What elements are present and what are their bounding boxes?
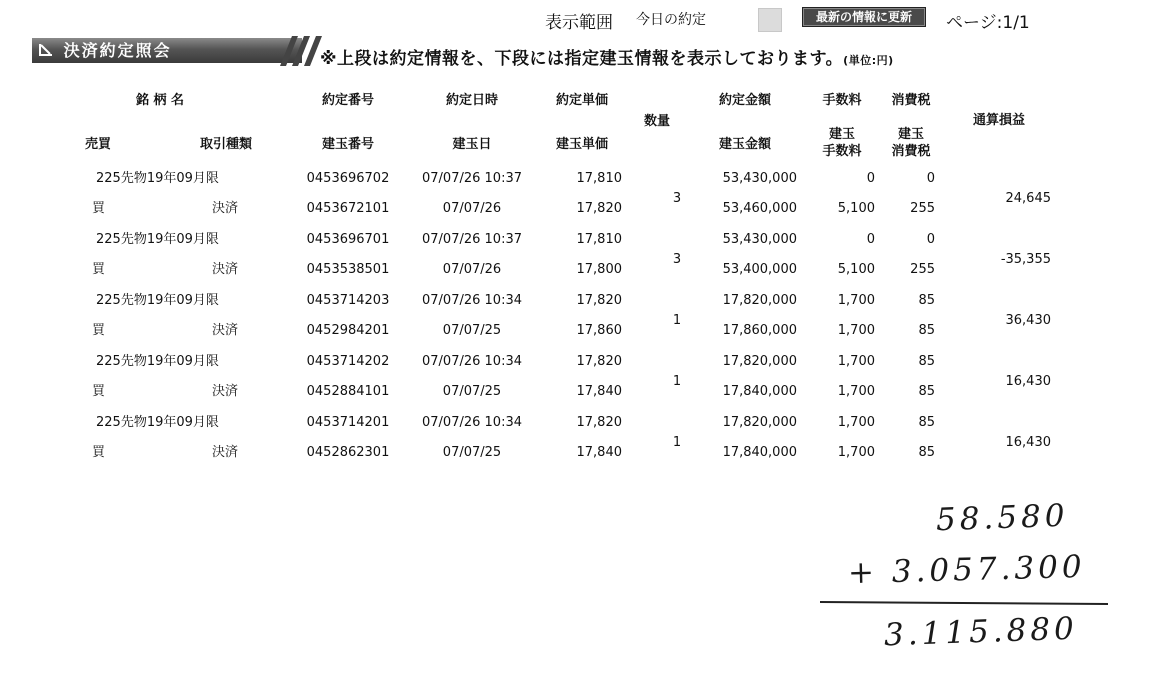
arrow-down-right-icon — [38, 39, 54, 64]
cell-position-no: 0452884101 — [306, 384, 390, 399]
cell-position-date: 07/07/25 — [442, 323, 502, 338]
cell-fee: 1,700 — [837, 293, 875, 308]
cell-position-no: 0452862301 — [306, 445, 390, 460]
display-range-label: 表示範囲 — [545, 13, 613, 33]
cell-trade-side: 買 — [92, 384, 106, 399]
notice-text — [320, 44, 894, 69]
cell-position-fee: 5,100 — [837, 201, 875, 216]
cell-contract-no: 0453714201 — [306, 415, 390, 430]
cell-trade-type: 決済 — [212, 201, 239, 216]
cell-contract-price: 17,810 — [576, 171, 622, 186]
cell-trade-type: 決済 — [212, 445, 239, 460]
cell-contract-price: 17,810 — [576, 232, 622, 247]
cell-contract-datetime: 07/07/26 10:37 — [422, 171, 522, 186]
cell-trade-side: 買 — [92, 262, 106, 277]
col-trade-type: 取引種類 — [199, 137, 253, 152]
cell-position-tax: 85 — [918, 384, 935, 399]
cell-trade-type: 決済 — [212, 384, 239, 399]
cell-position-date: 07/07/26 — [442, 262, 502, 277]
cell-trade-side: 買 — [92, 323, 106, 338]
cell-position-no: 0453538501 — [306, 262, 390, 277]
cell-position-amount: 53,460,000 — [722, 201, 797, 216]
cell-quantity: 1 — [672, 435, 682, 450]
cell-position-no: 0452984201 — [306, 323, 390, 338]
handwritten-line2: + 3.057.300 — [847, 548, 1087, 592]
cell-tax: 0 — [926, 171, 935, 186]
col-contract-amount: 約定金額 — [718, 93, 772, 108]
cell-position-date: 07/07/26 — [442, 201, 502, 216]
col-position-tax-line2: 消費税 — [891, 144, 931, 159]
cell-position-price: 17,840 — [576, 445, 622, 460]
cell-position-tax: 85 — [918, 445, 935, 460]
cell-contract-no: 0453696702 — [306, 171, 390, 186]
cell-trade-side: 買 — [92, 201, 106, 216]
cell-trade-type: 決済 — [212, 323, 239, 338]
cell-position-price: 17,840 — [576, 384, 622, 399]
title-stripes-decoration — [268, 36, 328, 66]
col-fee: 手数料 — [822, 93, 862, 108]
cell-fee: 0 — [866, 232, 875, 247]
cell-issue-name: 225先物19年09月限 — [96, 232, 219, 247]
cell-tax: 85 — [918, 293, 935, 308]
display-range-dropdown[interactable] — [758, 8, 782, 32]
col-contract-datetime: 約定日時 — [445, 93, 499, 108]
cell-position-amount: 17,840,000 — [722, 445, 797, 460]
cell-position-price: 17,860 — [576, 323, 622, 338]
cell-contract-datetime: 07/07/26 10:34 — [422, 293, 522, 308]
handwritten-result: 3.115.880 — [883, 610, 1079, 654]
cell-position-fee: 1,700 — [837, 445, 875, 460]
cell-total-pnl: 16,430 — [1005, 374, 1051, 389]
cell-position-date: 07/07/25 — [442, 445, 502, 460]
cell-contract-amount: 17,820,000 — [722, 354, 797, 369]
cell-position-tax: 85 — [918, 323, 935, 338]
col-total-pnl: 通算損益 — [972, 113, 1026, 128]
col-position-price: 建玉単価 — [555, 137, 609, 152]
cell-position-no: 0453672101 — [306, 201, 390, 216]
cell-position-price: 17,820 — [576, 201, 622, 216]
cell-contract-price: 17,820 — [576, 354, 622, 369]
cell-position-amount: 17,840,000 — [722, 384, 797, 399]
cell-fee: 1,700 — [837, 354, 875, 369]
cell-fee: 0 — [866, 171, 875, 186]
cell-position-tax: 255 — [910, 262, 935, 277]
cell-contract-no: 0453696701 — [306, 232, 390, 247]
notice-message: ※上段は約定情報を、下段には指定建玉情報を表示しております。 — [320, 49, 844, 69]
cell-total-pnl: 16,430 — [1005, 435, 1051, 450]
cell-contract-datetime: 07/07/26 10:34 — [422, 354, 522, 369]
col-position-fee-line1: 建玉 — [828, 127, 856, 142]
page-indicator: ページ:1/1 — [946, 13, 1030, 33]
cell-contract-datetime: 07/07/26 10:34 — [422, 415, 522, 430]
display-range-value: 今日の約定 — [636, 12, 706, 28]
cell-issue-name: 225先物19年09月限 — [96, 171, 219, 186]
cell-position-fee: 1,700 — [837, 323, 875, 338]
cell-quantity: 1 — [672, 313, 682, 328]
col-position-date: 建玉日 — [452, 137, 492, 152]
cell-contract-amount: 17,820,000 — [722, 415, 797, 430]
col-issue-name: 銘 柄 名 — [135, 93, 185, 108]
cell-quantity: 3 — [672, 252, 682, 267]
unit-label: (単位:円) — [843, 54, 894, 67]
col-contract-price: 約定単価 — [555, 93, 609, 108]
col-position-fee-line2: 手数料 — [822, 144, 862, 159]
handwritten-sum-line — [820, 601, 1108, 605]
cell-position-tax: 255 — [910, 201, 935, 216]
cell-contract-amount: 53,430,000 — [722, 171, 797, 186]
col-quantity: 数量 — [643, 114, 671, 129]
cell-contract-amount: 17,820,000 — [722, 293, 797, 308]
cell-position-fee: 5,100 — [837, 262, 875, 277]
cell-issue-name: 225先物19年09月限 — [96, 415, 219, 430]
cell-trade-type: 決済 — [212, 262, 239, 277]
cell-contract-amount: 53,430,000 — [722, 232, 797, 247]
cell-position-amount: 53,400,000 — [722, 262, 797, 277]
cell-tax: 85 — [918, 415, 935, 430]
section-title: 決済約定照会 — [63, 41, 172, 60]
cell-position-fee: 1,700 — [837, 384, 875, 399]
cell-position-date: 07/07/25 — [442, 384, 502, 399]
cell-issue-name: 225先物19年09月限 — [96, 354, 219, 369]
cell-issue-name: 225先物19年09月限 — [96, 293, 219, 308]
col-tax: 消費税 — [891, 93, 931, 108]
cell-trade-side: 買 — [92, 445, 106, 460]
cell-tax: 0 — [926, 232, 935, 247]
cell-total-pnl: -35,355 — [1000, 252, 1051, 267]
col-contract-no: 約定番号 — [321, 93, 375, 108]
col-position-tax-line1: 建玉 — [897, 127, 925, 142]
cell-total-pnl: 36,430 — [1005, 313, 1051, 328]
cell-contract-price: 17,820 — [576, 293, 622, 308]
section-title-bar — [32, 38, 302, 63]
col-position-amount: 建玉金額 — [718, 137, 772, 152]
cell-contract-no: 0453714202 — [306, 354, 390, 369]
cell-quantity: 3 — [672, 191, 682, 206]
cell-position-price: 17,800 — [576, 262, 622, 277]
col-position-no: 建玉番号 — [321, 137, 375, 152]
cell-contract-price: 17,820 — [576, 415, 622, 430]
cell-fee: 1,700 — [837, 415, 875, 430]
col-trade-side: 売買 — [84, 137, 112, 152]
cell-contract-no: 0453714203 — [306, 293, 390, 308]
cell-contract-datetime: 07/07/26 10:37 — [422, 232, 522, 247]
cell-total-pnl: 24,645 — [1005, 191, 1051, 206]
cell-tax: 85 — [918, 354, 935, 369]
cell-position-amount: 17,860,000 — [722, 323, 797, 338]
cell-quantity: 1 — [672, 374, 682, 389]
handwritten-line1: 58.580 — [935, 497, 1070, 539]
refresh-button[interactable]: 最新の情報に更新 — [802, 7, 926, 27]
